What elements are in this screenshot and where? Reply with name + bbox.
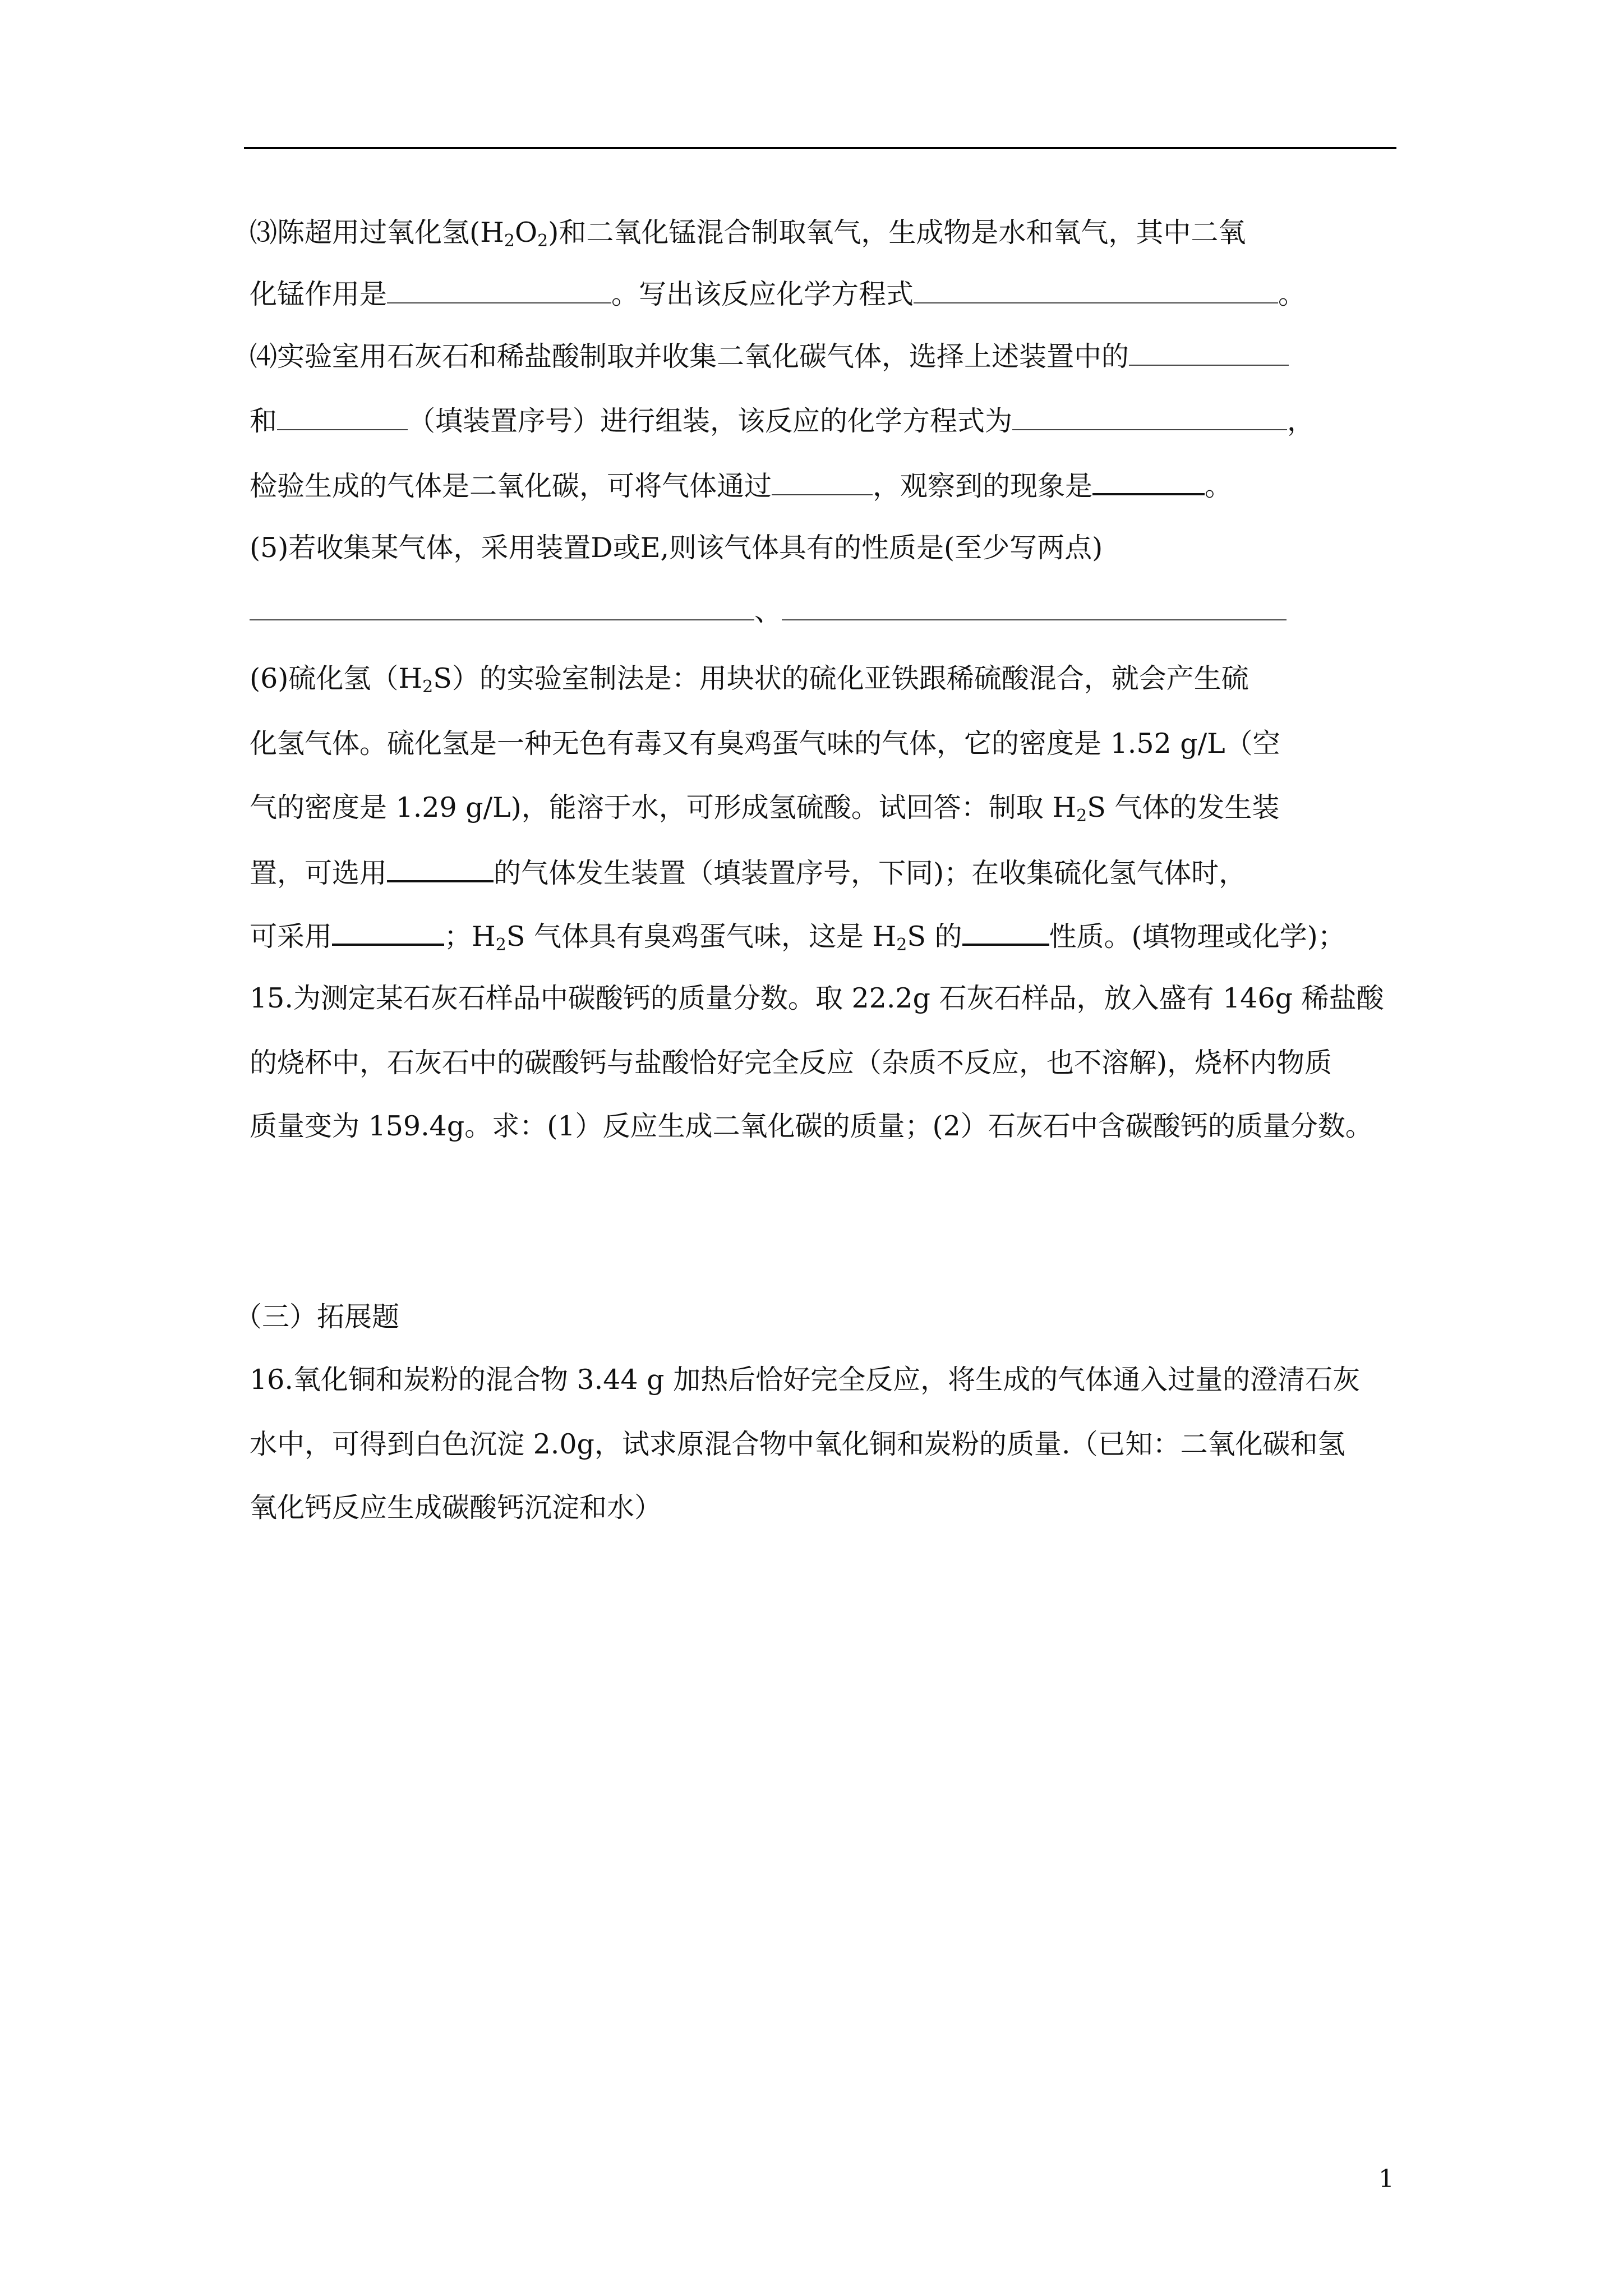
q3-line-1 [250, 216, 1246, 250]
q16-line-2 [250, 1428, 1345, 1461]
section-title-text: （三）拓展题 [234, 1301, 400, 1333]
q6-line-3 [250, 791, 1279, 825]
subscript: 2 [537, 231, 548, 251]
q3-text: 。写出该反应化学方程式 [611, 278, 914, 310]
q6-text: S）的实验室制法是：用块状的硫化亚铁跟稀硫酸混合，就会产生硫 [433, 662, 1249, 694]
q3-text: O [514, 217, 538, 249]
q16-text: 16.氧化铜和炭粉的混合物 3.44 g 加热后恰好完全反应，将生成的气体通入过量的澄清石灰 [250, 1364, 1361, 1396]
q6-line-2 [250, 727, 1280, 761]
q16-text: 氧化钙反应生成碳酸钙沉淀和水） [250, 1492, 662, 1524]
q6-line-4 [250, 855, 1246, 890]
answer-blank-collection[interactable] [332, 919, 444, 946]
q4-text: （填装置序号）进行组装，该反应的化学方程式为 [408, 405, 1013, 437]
answer-blank-equation[interactable] [914, 278, 1278, 303]
q15-line-3 [250, 1110, 1373, 1143]
q6-text: S 的 [907, 921, 962, 953]
q15-text: 的烧杯中，石灰石中的碳酸钙与盐酸恰好完全反应（杂质不反应，也不溶解)，烧杯内物质 [250, 1047, 1332, 1079]
q3-text: )和二氧化锰混合制取氧气，生成物是水和氧气，其中二氧 [548, 217, 1246, 249]
q4-line-1 [250, 340, 1289, 374]
q15-line-1 [250, 982, 1384, 1015]
answer-blank-property-2[interactable] [782, 595, 1287, 620]
q15-text: 质量变为 159.4g。求：(1）反应生成二氧化碳的质量；(2）石灰石中含碳酸钙的质量分数。 [250, 1110, 1373, 1142]
section-title [234, 1300, 399, 1334]
q4-text: ⑷实验室用石灰石和稀盐酸制取并收集二氧化碳气体，选择上述装置中的 [250, 341, 1129, 372]
q6-text: 气的密度是 1.29 g/L)，能溶于水，可形成氢硫酸。试回答：制取 H [250, 792, 1077, 823]
q15-line-2 [250, 1046, 1332, 1080]
q3-text: ⑶陈超用过氧化氢(H [250, 217, 504, 249]
q4-text: ， [1287, 405, 1315, 437]
answer-blank-device-1[interactable] [1129, 340, 1289, 366]
q6-text: 可采用 [250, 921, 333, 953]
q3-text: 。 [1278, 278, 1306, 310]
q5-line-2 [250, 595, 1287, 628]
q3-text: 化锰作用是 [250, 278, 388, 310]
q4-text: ，观察到的现象是 [873, 470, 1093, 502]
subscript: 2 [896, 935, 907, 955]
q6-text: S 气体具有臭鸡蛋气味，这是 H [506, 921, 897, 953]
q4-text: 和 [250, 405, 278, 437]
answer-blank-test-reagent[interactable] [772, 470, 873, 495]
q5-line-1 [250, 531, 1103, 565]
q6-text: S 气体的发生装 [1087, 792, 1280, 823]
answer-blank-property-type[interactable] [962, 919, 1049, 946]
page-number: 1 [1378, 2165, 1394, 2193]
q16-line-3 [250, 1491, 662, 1525]
q4-line-2 [250, 404, 1315, 438]
subscript: 2 [422, 677, 434, 697]
answer-blank-device-2[interactable] [277, 404, 408, 430]
q4-text: 。 [1205, 470, 1233, 502]
q6-text: ；H [444, 921, 496, 953]
q6-line-1 [250, 662, 1249, 696]
header-rule [244, 147, 1396, 149]
answer-blank-generator[interactable] [387, 855, 494, 882]
q6-text: 性质。(填物理或化学)； [1049, 921, 1345, 953]
q3-line-2 [250, 278, 1306, 311]
answer-blank-property-1[interactable] [250, 595, 754, 620]
q16-text: 水中，可得到白色沉淀 2.0g，试求原混合物中氧化铜和炭粉的质量.（已知：二氧化碳和氢 [250, 1428, 1345, 1460]
q4-line-3 [250, 468, 1232, 503]
q16-line-1 [250, 1363, 1360, 1397]
subscript: 2 [495, 935, 506, 955]
q6-text: 的气体发生装置（填装置序号，下同)；在收集硫化氢气体时， [494, 857, 1247, 889]
q15-text: 15.为测定某石灰石样品中碳酸钙的质量分数。取 22.2g 石灰石样品，放入盛有 146g 稀盐酸 [250, 982, 1384, 1014]
q4-text: 检验生成的气体是二氧化碳，可将气体通过 [250, 470, 772, 502]
subscript: 2 [504, 231, 515, 251]
q6-text: (6)硫化氢（H [250, 662, 423, 694]
separator: 、 [754, 595, 782, 627]
q6-text: 化氢气体。硫化氢是一种无色有毒又有臭鸡蛋气味的气体，它的密度是 1.52 g/L（空 [250, 728, 1280, 760]
answer-blank-catalyst-role[interactable] [387, 278, 611, 303]
q6-line-5 [250, 919, 1345, 954]
subscript: 2 [1076, 806, 1087, 826]
q6-text: 置，可选用 [250, 857, 388, 889]
q5-text: (5)若收集某气体，采用装置D或E,则该气体具有的性质是(至少写两点) [250, 532, 1103, 564]
answer-blank-observation[interactable] [1092, 468, 1205, 495]
answer-blank-co2-equation[interactable] [1012, 404, 1287, 430]
